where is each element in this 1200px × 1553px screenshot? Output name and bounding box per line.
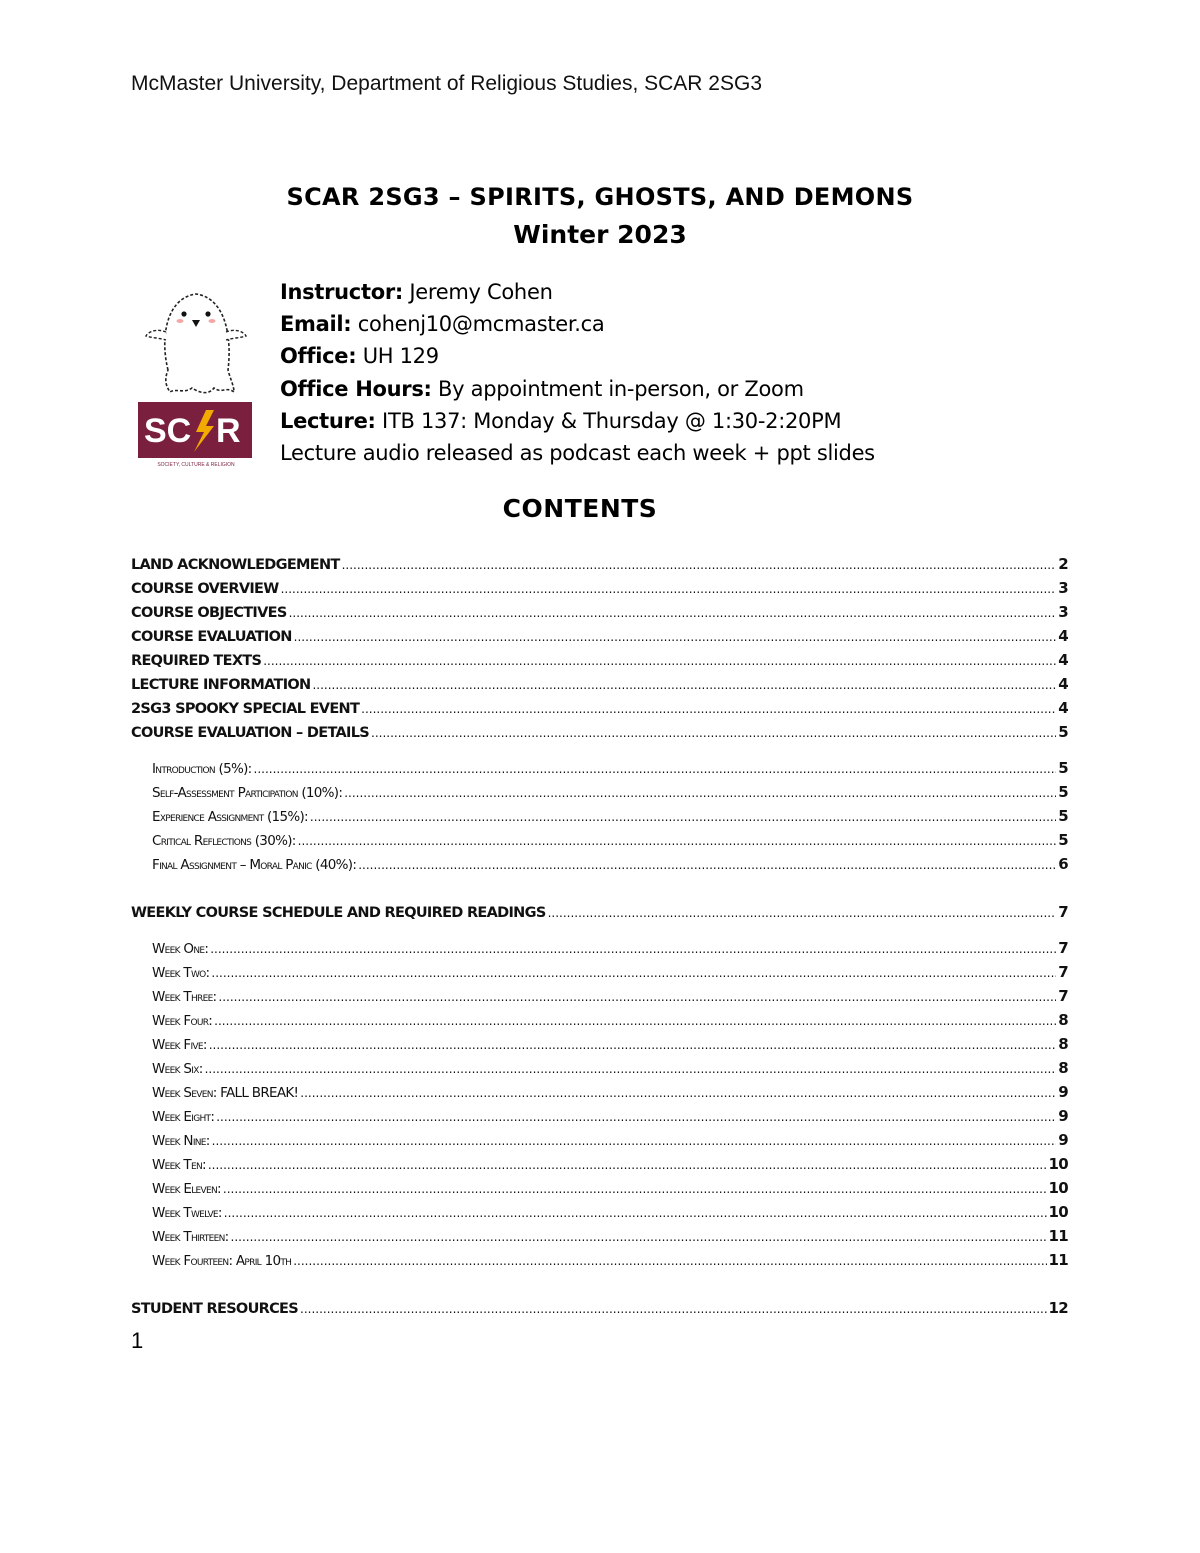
svg-text:SOCIETY, CULTURE & RELIGION: SOCIETY, CULTURE & RELIGION <box>157 462 235 468</box>
toc-subentry[interactable]: Self-Assessment Participation (10%): ..... 5 <box>131 780 1068 804</box>
toc-entry-schedule[interactable]: WEEKLY COURSE SCHEDULE AND REQUIRED READINGS ..... 7 <box>131 900 1068 924</box>
toc-week[interactable]: Week Ten: ..... 10 <box>131 1152 1068 1176</box>
term-title: Winter 2023 <box>513 220 687 249</box>
toc-week[interactable]: Week Twelve: ..... 10 <box>131 1200 1068 1224</box>
email-link[interactable]: cohenj10@mcmaster.ca <box>351 312 605 337</box>
toc-entry-resources[interactable]: STUDENT RESOURCES ..... 12 <box>131 1296 1068 1320</box>
toc-entry[interactable]: 2SG3 SPOOKY SPECIAL EVENT ..... 4 <box>131 696 1068 720</box>
toc-entry[interactable]: LECTURE INFORMATION ..... 4 <box>131 672 1068 696</box>
scar-logo <box>136 288 256 470</box>
toc-subentry[interactable]: Final Assignment – Moral Panic (40%): ..... 6 <box>131 852 1068 876</box>
email-row: Email: cohenj10@mcmaster.ca <box>280 312 605 337</box>
toc-entry[interactable]: COURSE OVERVIEW ..... 3 <box>131 576 1068 600</box>
toc-week[interactable]: Week One: ..... 7 <box>131 936 1068 960</box>
instructor-row: Instructor: Jeremy Cohen <box>280 280 553 304</box>
toc-subentry[interactable]: Experience Assignment (15%): ..... 5 <box>131 804 1068 828</box>
svg-text:SC: SC <box>144 412 192 450</box>
page-number: 1 <box>131 1328 144 1353</box>
toc-week[interactable]: Week Seven: FALL BREAK! ..... 9 <box>131 1080 1068 1104</box>
toc-week[interactable]: Week Three: ..... 7 <box>131 984 1068 1008</box>
toc-week[interactable]: Week Two: ..... 7 <box>131 960 1068 984</box>
course-title: SCAR 2SG3 – SPIRITS, GHOSTS, AND DEMONS <box>286 183 914 211</box>
toc-week[interactable]: Week Eight: ..... 9 <box>131 1104 1068 1128</box>
title-block <box>0 178 1200 254</box>
running-header: McMaster University, Department of Religious Studies, SCAR 2SG3 <box>131 72 763 95</box>
toc-subentry[interactable]: Introduction (5%): ..... 5 <box>131 756 1068 780</box>
office-row: Office: UH 129 <box>280 344 439 369</box>
instructor-info <box>280 276 875 469</box>
ghost-icon <box>136 288 256 470</box>
toc-week[interactable]: Week Eleven: ..... 10 <box>131 1176 1068 1200</box>
toc-entry[interactable]: COURSE EVALUATION ..... 4 <box>131 624 1068 648</box>
toc-week[interactable]: Week Four: ..... 8 <box>131 1008 1068 1032</box>
lecture-note: Lecture audio released as podcast each week + ppt slides <box>280 441 875 466</box>
toc-entry[interactable]: REQUIRED TEXTS ..... 4 <box>131 648 1068 672</box>
svg-text:R: R <box>216 412 241 450</box>
lecture-row: Lecture: ITB 137: Monday & Thursday @ 1:30-2:20PM <box>280 408 842 433</box>
toc-week[interactable]: Week Thirteen: ..... 11 <box>131 1224 1068 1248</box>
toc-week[interactable]: Week Five: ..... 8 <box>131 1032 1068 1056</box>
toc-week[interactable]: Week Fourteen: April 10th ..... 11 <box>131 1248 1068 1272</box>
toc-week[interactable]: Week Six: ..... 8 <box>131 1056 1068 1080</box>
office-hours-row: Office Hours: By appointment in-person, or Zoom <box>280 376 804 401</box>
toc-entry[interactable]: COURSE OBJECTIVES ..... 3 <box>131 600 1068 624</box>
toc-week[interactable]: Week Nine: ..... 9 <box>131 1128 1068 1152</box>
toc-entry[interactable]: LAND ACKNOWLEDGEMENT ..... 2 <box>131 552 1068 576</box>
toc-entry[interactable]: COURSE EVALUATION – DETAILS ..... 5 <box>131 720 1068 744</box>
contents-heading: CONTENTS <box>502 494 658 523</box>
table-of-contents <box>131 552 1068 1320</box>
toc-subentry[interactable]: Critical Reflections (30%): ..... 5 <box>131 828 1068 852</box>
